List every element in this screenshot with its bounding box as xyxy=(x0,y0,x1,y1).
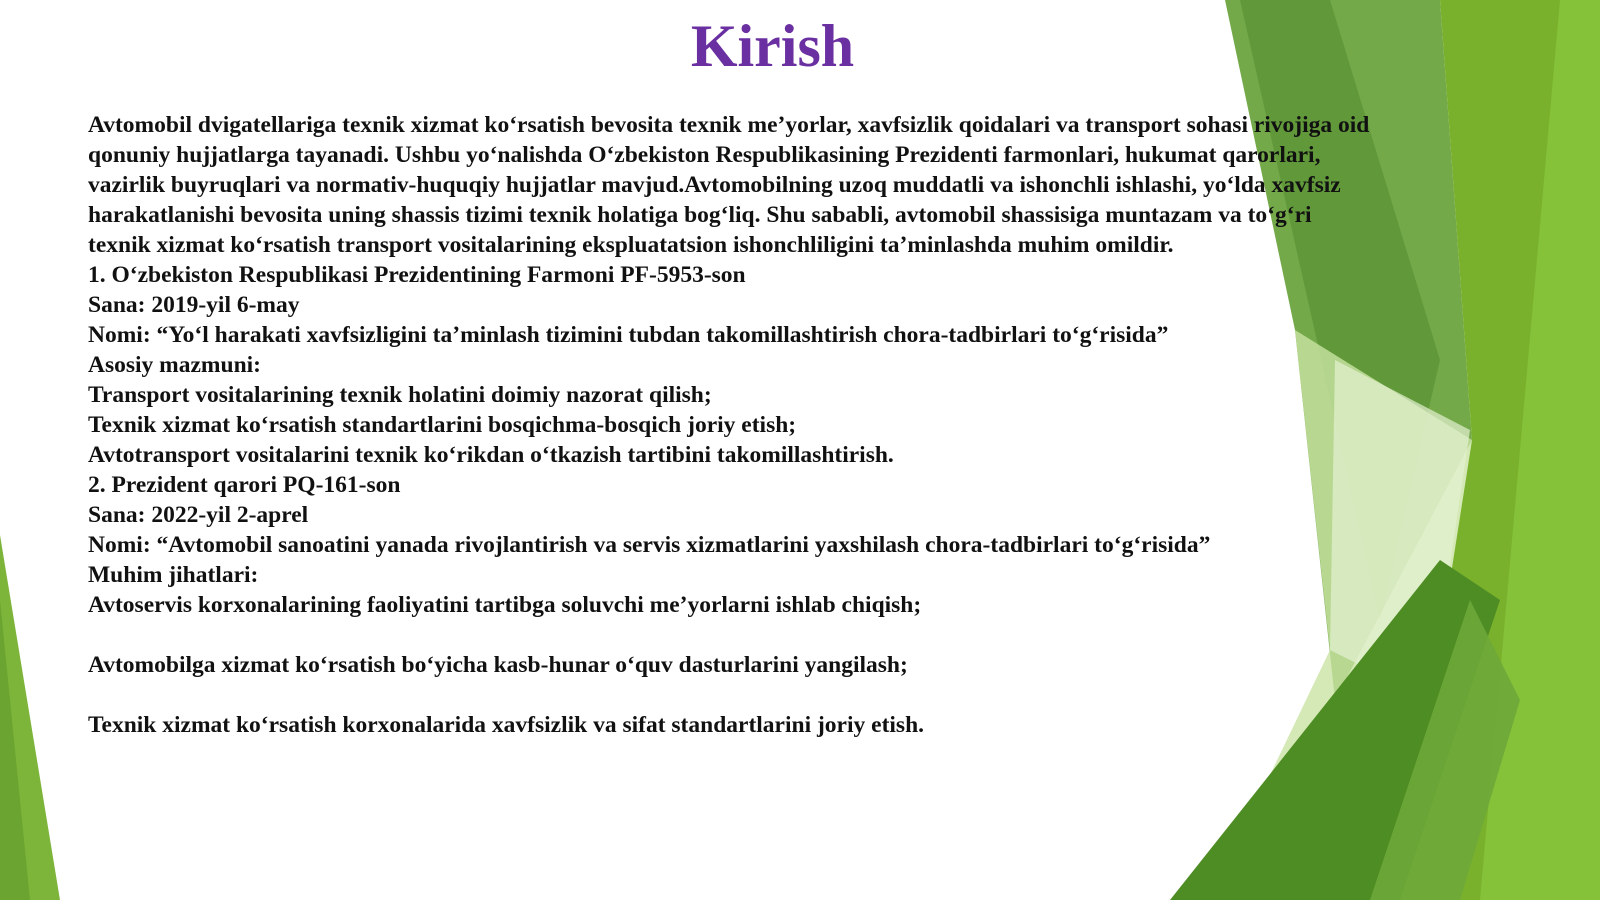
doc2-point: Avtomobilga xizmat ko‘rsatish bo‘yicha kasb-hunar o‘quv dasturlarini yangilash; xyxy=(88,652,908,678)
slide-title: Kirish xyxy=(690,13,855,79)
intro-line: harakatlanishi bevosita uning shassis tizimi texnik holatiga bog‘liq. Shu sababli, avtomobil shassisiga muntazam va to‘g‘ri xyxy=(88,202,1312,228)
doc1-point: Transport vositalarining texnik holatini doimiy nazorat qilish; xyxy=(88,382,712,408)
doc1-content-label: Asosiy mazmuni: xyxy=(88,352,261,378)
intro-line: texnik xizmat ko‘rsatish transport vositalarining ekspluatatsion ishonchliligini ta’minlashda muhim omildir. xyxy=(88,232,1174,258)
spacer xyxy=(88,620,1508,650)
doc1-name: Nomi: “Yo‘l harakati xavfsizligini ta’minlash tizimini tubdan takomillashtirish chora-tadbirlari to‘g‘risida” xyxy=(88,322,1169,348)
spacer xyxy=(88,680,1508,710)
doc1-point: Avtotransport vositalarini texnik ko‘rikdan o‘tkazish tartibini takomillashtirish. xyxy=(88,442,894,468)
intro-line: vazirlik buyruqlari va normativ-huquqiy hujjatlar mavjud.Avtomobilning uzoq muddatli va ishonchli ishlashi, yo‘lda xavfsiz xyxy=(88,172,1341,198)
doc2-heading: 2. Prezident qarori PQ-161-son xyxy=(88,472,401,498)
doc1-point: Texnik xizmat ko‘rsatish standartlarini bosqichma-bosqich joriy etish; xyxy=(88,412,797,438)
slide-body xyxy=(88,110,1508,740)
doc1-heading: 1. O‘zbekiston Respublikasi Prezidentining Farmoni PF-5953-son xyxy=(88,262,746,288)
doc2-name: Nomi: “Avtomobil sanoatini yanada rivojlantirish va servis xizmatlarini yaxshilash chora-tadbirlari to‘g‘risida” xyxy=(88,532,1211,558)
doc2-date: Sana: 2022-yil 2-aprel xyxy=(88,502,309,528)
doc2-point: Texnik xizmat ko‘rsatish korxonalarida xavfsizlik va sifat standartlarini joriy etish. xyxy=(88,712,925,738)
intro-line: Avtomobil dvigatellariga texnik xizmat ko‘rsatish bevosita texnik me’yorlar, xavfsizlik qoidalari va transport sohasi rivojiga oid xyxy=(88,112,1370,138)
intro-line: qonuniy hujjatlarga tayanadi. Ushbu yo‘nalishda O‘zbekiston Respublikasining Prezidenti farmonlari, hukumat qarorlari, xyxy=(88,142,1321,168)
doc2-content-label: Muhim jihatlari: xyxy=(88,562,259,588)
doc1-date: Sana: 2019-yil 6-may xyxy=(88,292,300,318)
doc2-point: Avtoservis korxonalarining faoliyatini tartibga soluvchi me’yorlarni ishlab chiqish; xyxy=(88,592,922,618)
